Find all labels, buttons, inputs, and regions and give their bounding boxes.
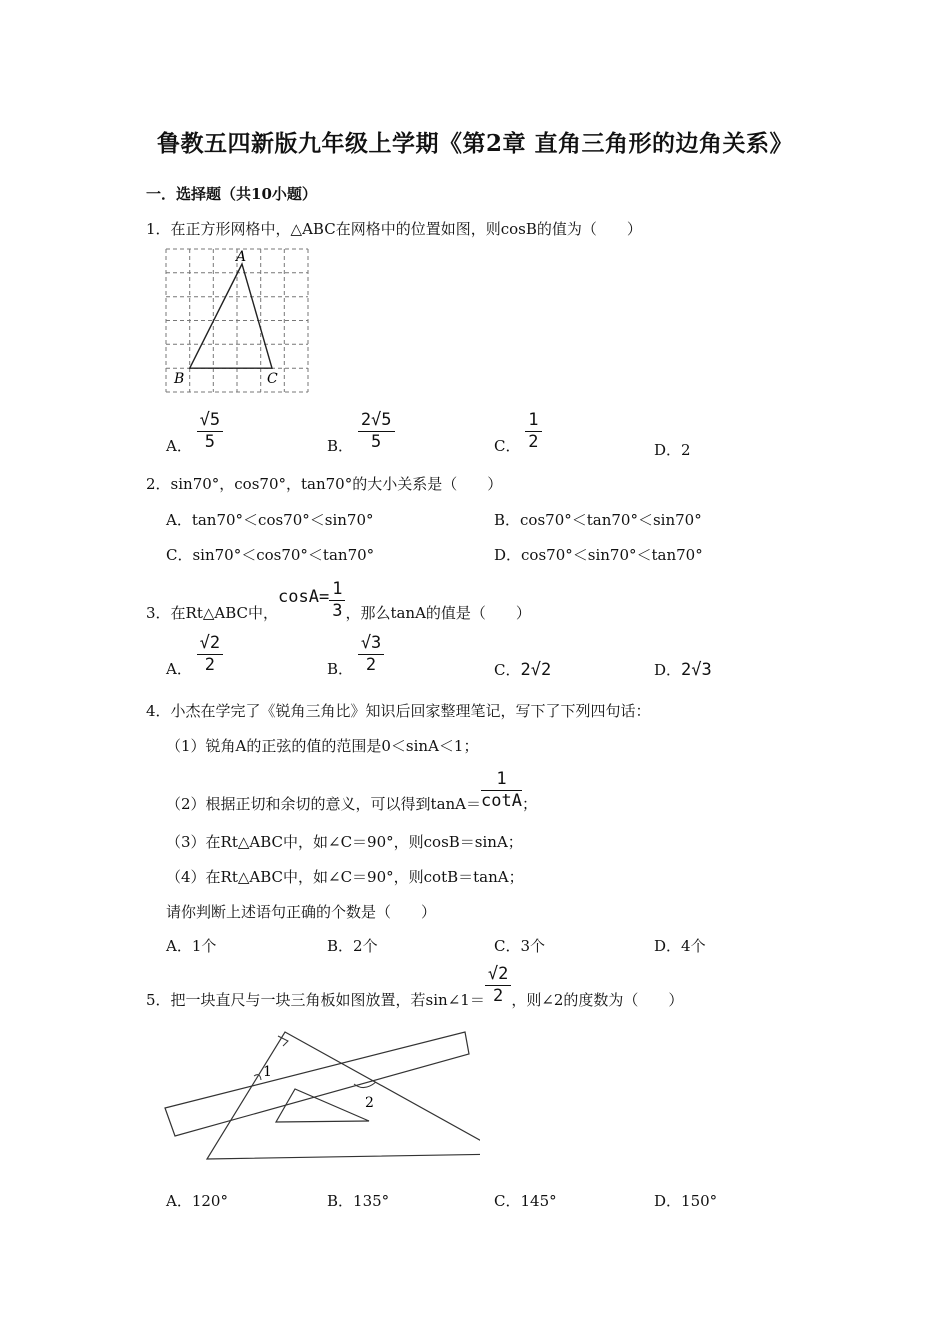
q4-statement-1: （1）锐角A的正弦的值的范围是0＜sinA＜1； bbox=[166, 737, 479, 755]
q5-stem: 5．把一块直尺与一块三角板如图放置，若sin∠1＝ $\frac{√2}{2}$ ，则∠2的度数为（ ） bbox=[146, 964, 684, 1010]
set-square bbox=[207, 1032, 480, 1159]
q4-stem: 4．小杰在学完了《锐角三角比》知识后回家整理笔记，写下了下列四句话： bbox=[146, 702, 651, 720]
q2-option-d[interactable]: D．cos70°＜sin70°＜tan70° bbox=[494, 546, 703, 564]
q3-option-c[interactable]: C．2√2 bbox=[494, 660, 552, 680]
grid-lines bbox=[166, 249, 308, 392]
q1-option-d[interactable]: D．2 bbox=[654, 441, 691, 459]
q4-statement-4: （4）在Rt△ABC中，如∠C＝90°，则cotB＝tanA； bbox=[166, 868, 524, 886]
q2-option-a[interactable]: A．tan70°＜cos70°＜sin70° bbox=[166, 511, 374, 529]
q5-option-d[interactable]: D．150° bbox=[654, 1192, 718, 1210]
q3-option-a[interactable]: A． $\frac{√2}{2}$ bbox=[166, 634, 223, 674]
q2-stem: 2．sin70°，cos70°，tan70°的大小关系是（ ） bbox=[146, 475, 503, 493]
q4-statement-2: （2）根据正切和余切的意义，可以得到tanA＝ $\frac{1}{\cot A}$ ； bbox=[166, 769, 537, 814]
q4-option-a[interactable]: A．1个 bbox=[166, 937, 217, 955]
section-heading: 一．选择题（共10小题） bbox=[146, 185, 317, 203]
q4-question: 请你判断上述语句正确的个数是（ ） bbox=[166, 903, 437, 921]
angle-1-label: 1 bbox=[263, 1064, 272, 1080]
page-title: 鲁教五四新版九年级上学期《第2章 直角三角形的边角关系》 bbox=[156, 130, 793, 157]
q4-option-c[interactable]: C．3个 bbox=[494, 937, 546, 955]
q5-ruler-triangle-figure bbox=[160, 1024, 480, 1166]
q3-option-b[interactable]: B． $\frac{√3}{2}$ bbox=[327, 634, 384, 674]
q3-option-d[interactable]: D．2√3 bbox=[654, 660, 712, 680]
q3-stem: 3．在Rt△ABC中，cosA= $\frac{1}{3}$ ，那么tanA的值是（ ） bbox=[146, 579, 531, 623]
label-c: C bbox=[267, 371, 278, 387]
q5-option-c[interactable]: C．145° bbox=[494, 1192, 557, 1210]
label-a: A bbox=[236, 249, 247, 265]
label-b: B bbox=[174, 371, 185, 387]
q2-option-c[interactable]: C．sin70°＜cos70°＜tan70° bbox=[166, 546, 375, 564]
q1-option-b[interactable]: B． $\frac{2√5}{5}$ bbox=[327, 411, 395, 451]
q2-option-b[interactable]: B．cos70°＜tan70°＜sin70° bbox=[494, 511, 702, 529]
q1-option-c[interactable]: C． $\frac{1}{2}$ bbox=[494, 411, 542, 451]
inner-triangle bbox=[276, 1089, 369, 1122]
q5-option-a[interactable]: A．120° bbox=[166, 1192, 228, 1210]
angle-2-label: 2 bbox=[365, 1095, 374, 1111]
q4-statement-3: （3）在Rt△ABC中，如∠C＝90°，则cosB＝sinA； bbox=[166, 833, 523, 851]
triangle-abc bbox=[190, 264, 272, 368]
q5-option-b[interactable]: B．135° bbox=[327, 1192, 390, 1210]
ruler bbox=[165, 1032, 469, 1136]
q1-grid-figure bbox=[164, 246, 310, 396]
q4-option-d[interactable]: D．4个 bbox=[654, 937, 706, 955]
q4-option-b[interactable]: B．2个 bbox=[327, 937, 378, 955]
q1-stem: 1．在正方形网格中，△ABC在网格中的位置如图，则cosB的值为（ ） bbox=[146, 220, 642, 238]
q1-option-a[interactable]: A． $\frac{√5}{5}$ bbox=[166, 411, 223, 451]
